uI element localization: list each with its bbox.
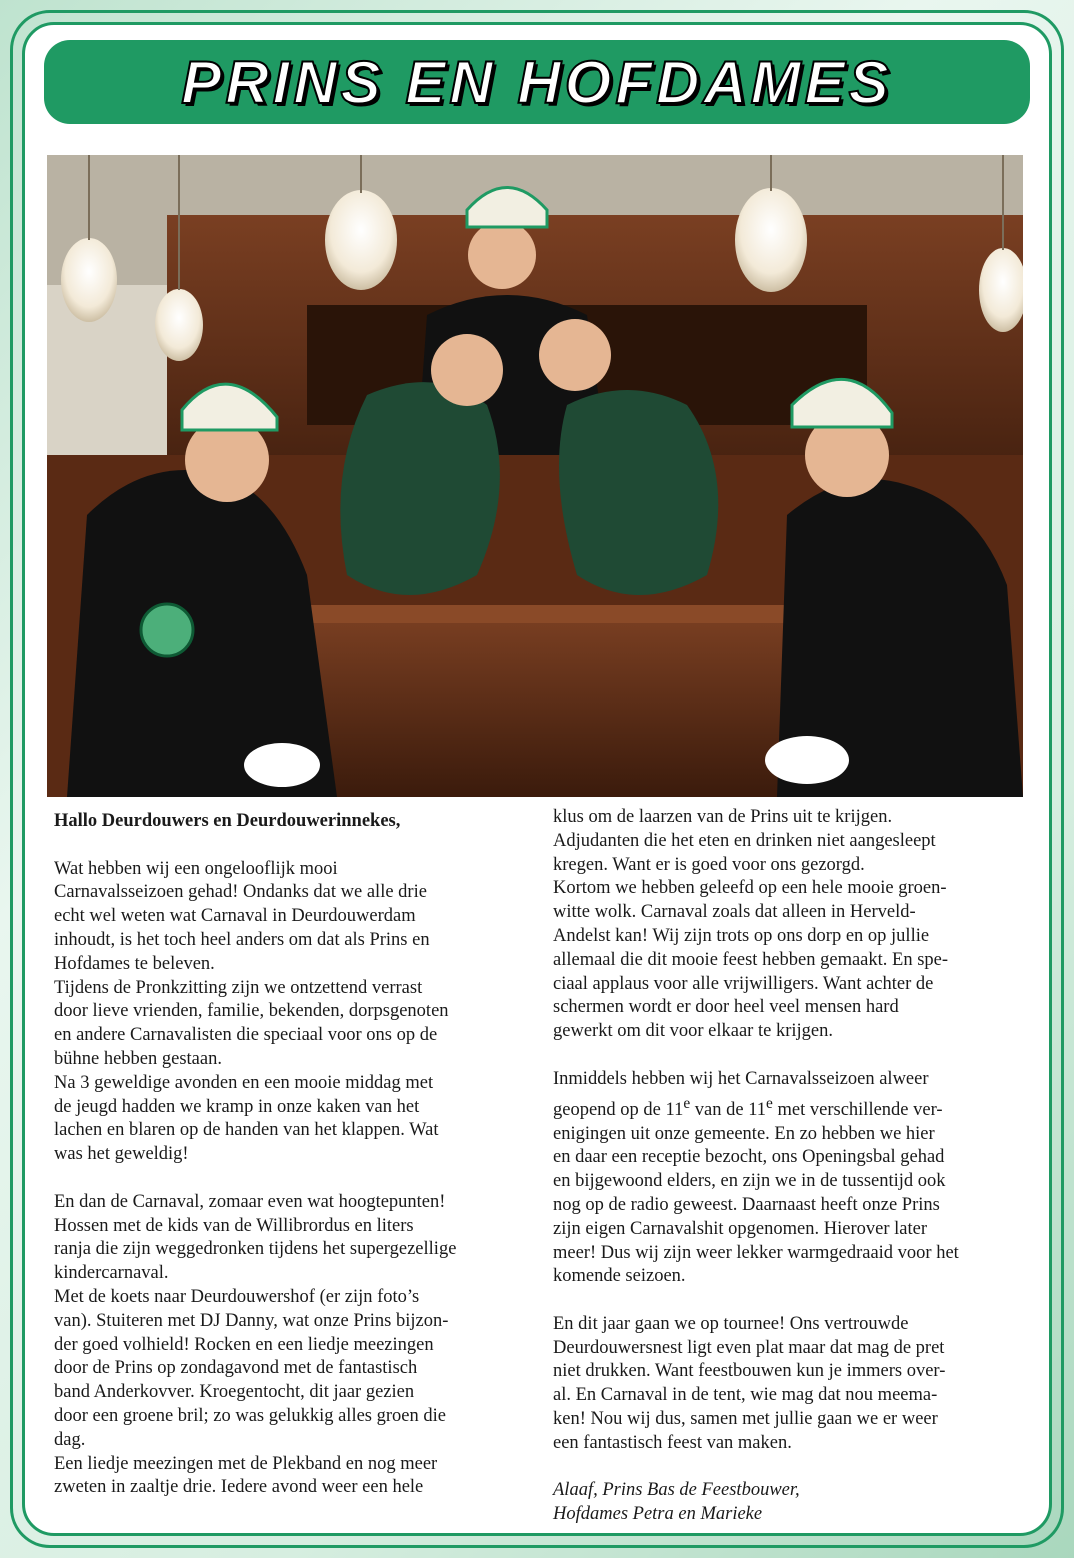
text-fragment: geopend op de 11 <box>553 1099 684 1120</box>
page-title: PRINS EN HOFDAMES <box>181 48 893 116</box>
text-line: Wat hebben wij een ongelooflijk mooi <box>54 858 338 879</box>
text-line: een fantastisch feest van maken. <box>553 1432 792 1453</box>
text-line: bühne hebben gestaan. <box>54 1048 222 1069</box>
text-line: Een liedje meezingen met de Plekband en nog meer <box>54 1453 438 1474</box>
text-line: door een groene bril; zo was gelukkig alles groen die <box>54 1405 446 1426</box>
text-line: de jeugd hadden we kramp in onze kaken van het <box>54 1096 420 1117</box>
text-line: en bijgewoond elders, en zijn we in de tussentijd ook <box>553 1171 946 1192</box>
text-line: kregen. Want er is goed voor ons gezorgd. <box>553 854 865 875</box>
text-line: dag. <box>54 1429 86 1450</box>
text-line: door lieve vrienden, familie, bekenden, dorpsgenoten <box>54 1001 449 1022</box>
text-fragment: van de 11 <box>690 1099 767 1120</box>
text-line: allemaal die dit mooie feest hebben gemaakt. En spe- <box>553 949 949 970</box>
group-photo-illustration <box>47 155 1023 797</box>
text-line: lachen en blaren op de handen van het klappen. Wat <box>54 1120 439 1141</box>
group-photo <box>47 155 1023 797</box>
ordinal-suffix: e <box>683 1094 691 1112</box>
text-fragment: met verschillende ver- <box>772 1099 943 1120</box>
text-line-with-superscript <box>553 1092 1013 1123</box>
title-banner <box>44 40 1030 124</box>
greeting: Hallo Deurdouwers en Deurdouwerinnekes, <box>54 811 401 831</box>
text-line: Hofdames te beleven. <box>54 953 215 974</box>
text-line: was het geweldig! <box>54 1144 189 1165</box>
text-line: ciaal applaus voor alle vrijwilligers. Want achter de <box>553 973 934 994</box>
text-line: en andere Carnavalisten die speciaal voor ons op de <box>54 1025 438 1046</box>
text-line: band Anderkovver. Kroegentocht, dit jaar gezien <box>54 1382 415 1403</box>
text-line: der goed volhield! Rocken en een liedje meezingen <box>54 1334 434 1355</box>
text-line: echt wel weten wat Carnaval in Deurdouwerdam <box>54 906 416 927</box>
text-line: al. En Carnaval in de tent, wie mag dat nou meema- <box>553 1385 938 1406</box>
text-line: inhoudt, is het toch heel anders om dat als Prins en <box>54 929 430 950</box>
text-line: gewerkt om dit voor elkaar te krijgen. <box>553 1021 833 1042</box>
text-line: nog op de radio geweest. Daarnaast heeft onze Prins <box>553 1194 940 1215</box>
text-line: ken! Nou wij dus, samen met jullie gaan we er weer <box>553 1409 938 1430</box>
text-line: Carnavalsseizoen gehad! Ondanks dat we alle drie <box>54 882 427 903</box>
text-line: enigingen uit onze gemeente. En zo hebben we hier <box>553 1123 935 1144</box>
text-line: Deurdouwersnest ligt even plat maar dat mag de pret <box>553 1337 945 1358</box>
signature-line: Alaaf, Prins Bas de Feestbouwer, <box>553 1480 800 1501</box>
text-line: Hossen met de kids van de Willibrordus en liters <box>54 1215 414 1236</box>
text-line: klus om de laarzen van de Prins uit te krijgen. <box>553 807 893 827</box>
text-line: schermen wordt er door heel veel mensen hard <box>553 997 899 1018</box>
text-line: Andelst kan! Wij zijn trots op ons dorp en op jullie <box>553 925 930 946</box>
text-line: door de Prins op zondagavond met de fantastisch <box>54 1358 418 1379</box>
text-line: ranja die zijn weggedronken tijdens het supergezellige <box>54 1239 457 1260</box>
text-line: Adjudanten die het eten en drinken niet aangesleept <box>553 830 936 851</box>
text-line: Met de koets naar Deurdouwershof (er zijn foto’s <box>54 1286 420 1307</box>
text-line: van). Stuiteren met DJ Danny, wat onze Prins bijzon- <box>54 1310 449 1331</box>
article-left-column <box>54 810 514 1500</box>
text-line: zweten in zaaltje drie. Iedere avond weer een hele <box>54 1477 424 1498</box>
text-line: witte wolk. Carnaval zoals dat alleen in Herveld- <box>553 902 916 923</box>
text-line: niet drukken. Want feestbouwen kun je immers over- <box>553 1361 946 1382</box>
text-line: kindercarnaval. <box>54 1263 169 1284</box>
text-line: Kortom we hebben geleefd op een hele mooie groen- <box>553 878 947 899</box>
ordinal-suffix: e <box>766 1094 773 1112</box>
text-line: Tijdens de Pronkzitting zijn we ontzettend verrast <box>54 977 423 998</box>
signature-line: Hofdames Petra en Marieke <box>553 1504 763 1525</box>
text-line: komende seizoen. <box>553 1266 686 1287</box>
text-line: meer! Dus wij zijn weer lekker warmgedraaid voor het <box>553 1242 959 1263</box>
text-line: Inmiddels hebben wij het Carnavalsseizoen alweer <box>553 1068 929 1089</box>
text-line: Na 3 geweldige avonden en een mooie middag met <box>54 1072 434 1093</box>
article-right-column <box>553 806 1013 1527</box>
text-line: en daar een receptie bezocht, ons Openingsbal gehad <box>553 1147 945 1168</box>
text-line: En dan de Carnaval, zomaar even wat hoogtepunten! <box>54 1191 446 1212</box>
text-line: zijn eigen Carnavalshit opgenomen. Hierover later <box>553 1218 927 1239</box>
text-line: En dit jaar gaan we op tournee! Ons vertrouwde <box>553 1313 909 1334</box>
